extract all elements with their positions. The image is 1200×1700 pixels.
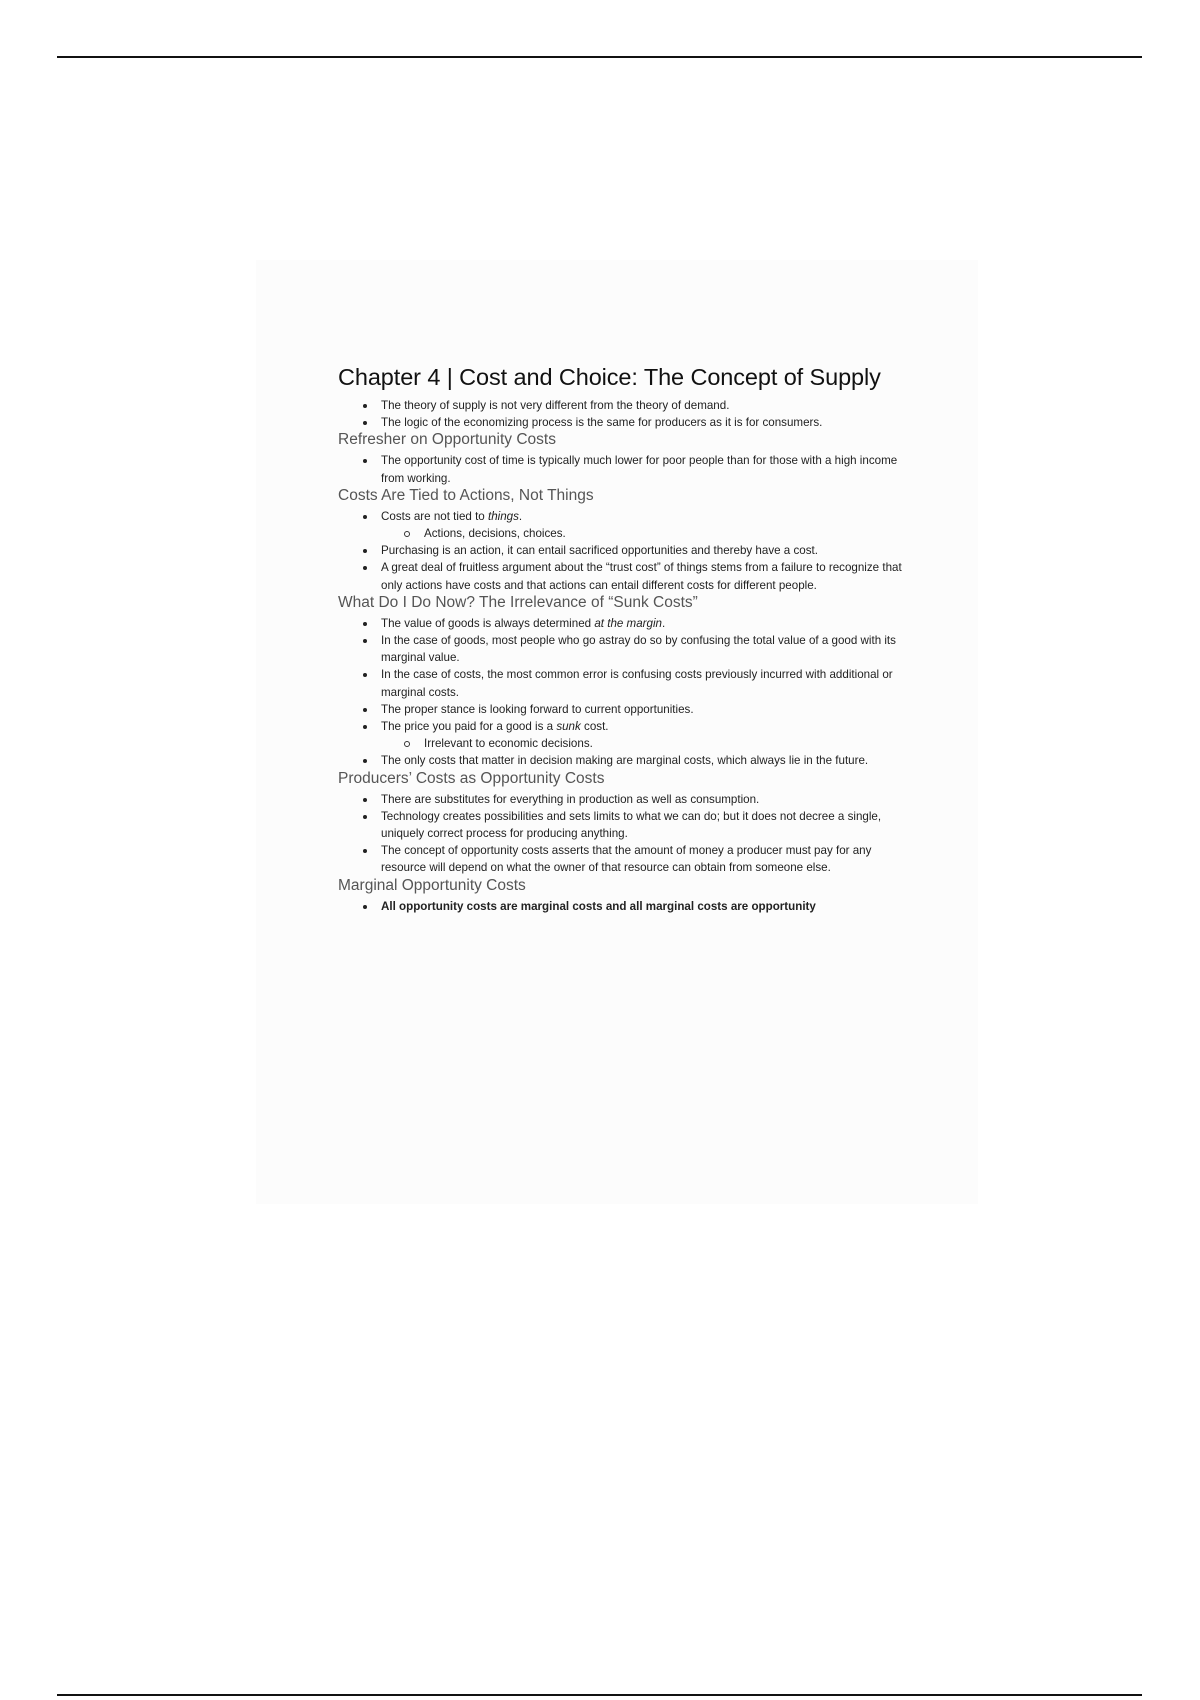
list-item: The proper stance is looking forward to current opportunities.: [338, 701, 908, 718]
sub-list-item: Actions, decisions, choices.: [338, 525, 908, 542]
bottom-rule: [57, 1694, 1142, 1696]
intro-list: [338, 397, 908, 431]
list-item: Purchasing is an action, it can entail sacrificed opportunities and thereby have a cost.: [338, 542, 908, 559]
section-heading: Refresher on Opportunity Costs: [338, 431, 556, 449]
sub-list-item: Irrelevant to economic decisions.: [338, 735, 908, 752]
section-list: [338, 791, 908, 877]
section-list: [338, 898, 908, 915]
section-heading: Producers’ Costs as Opportunity Costs: [338, 769, 605, 787]
section-list: [338, 615, 908, 770]
list-item: The opportunity cost of time is typically much lower for poor people than for those with a high income from working.: [338, 452, 908, 486]
list-item: In the case of goods, most people who go astray do so by confusing the total value of a good with its marginal value.: [338, 632, 908, 666]
list-item: The only costs that matter in decision making are marginal costs, which always lie in the future.: [338, 752, 908, 769]
top-rule: [57, 56, 1142, 58]
section-heading: Marginal Opportunity Costs: [338, 876, 526, 894]
list-item: The concept of opportunity costs asserts that the amount of money a producer must pay for any resource will depend on what the owner of that resource can obtain from someone else.: [338, 842, 908, 876]
section-heading: Costs Are Tied to Actions, Not Things: [338, 486, 594, 504]
list-item: The value of goods is always determined at the margin.: [338, 615, 908, 632]
document-content: [338, 364, 908, 915]
list-item: Technology creates possibilities and sets limits to what we can do; but it does not decree a single, uniquely correct process for producing anything.: [338, 808, 908, 842]
section-list: [338, 508, 908, 594]
list-item: The price you paid for a good is a sunk cost.: [338, 718, 908, 735]
list-item: A great deal of fruitless argument about the “trust cost” of things stems from a failure to recognize that only actions have costs and that actions can entail different costs for different people.: [338, 559, 908, 593]
list-item: The theory of supply is not very different from the theory of demand.: [338, 397, 908, 414]
page-title: Chapter 4 | Cost and Choice: The Concept of Supply: [338, 364, 881, 390]
list-item: There are substitutes for everything in production as well as consumption.: [338, 791, 908, 808]
list-item: Costs are not tied to things.: [338, 508, 908, 525]
list-item: The logic of the economizing process is the same for producers as it is for consumers.: [338, 414, 908, 431]
list-item: In the case of costs, the most common error is confusing costs previously incurred with additional or marginal costs.: [338, 666, 908, 700]
list-item: All opportunity costs are marginal costs and all marginal costs are opportunity: [338, 898, 908, 915]
section-heading: What Do I Do Now? The Irrelevance of “Sunk Costs”: [338, 593, 698, 611]
section-list: [338, 452, 908, 486]
